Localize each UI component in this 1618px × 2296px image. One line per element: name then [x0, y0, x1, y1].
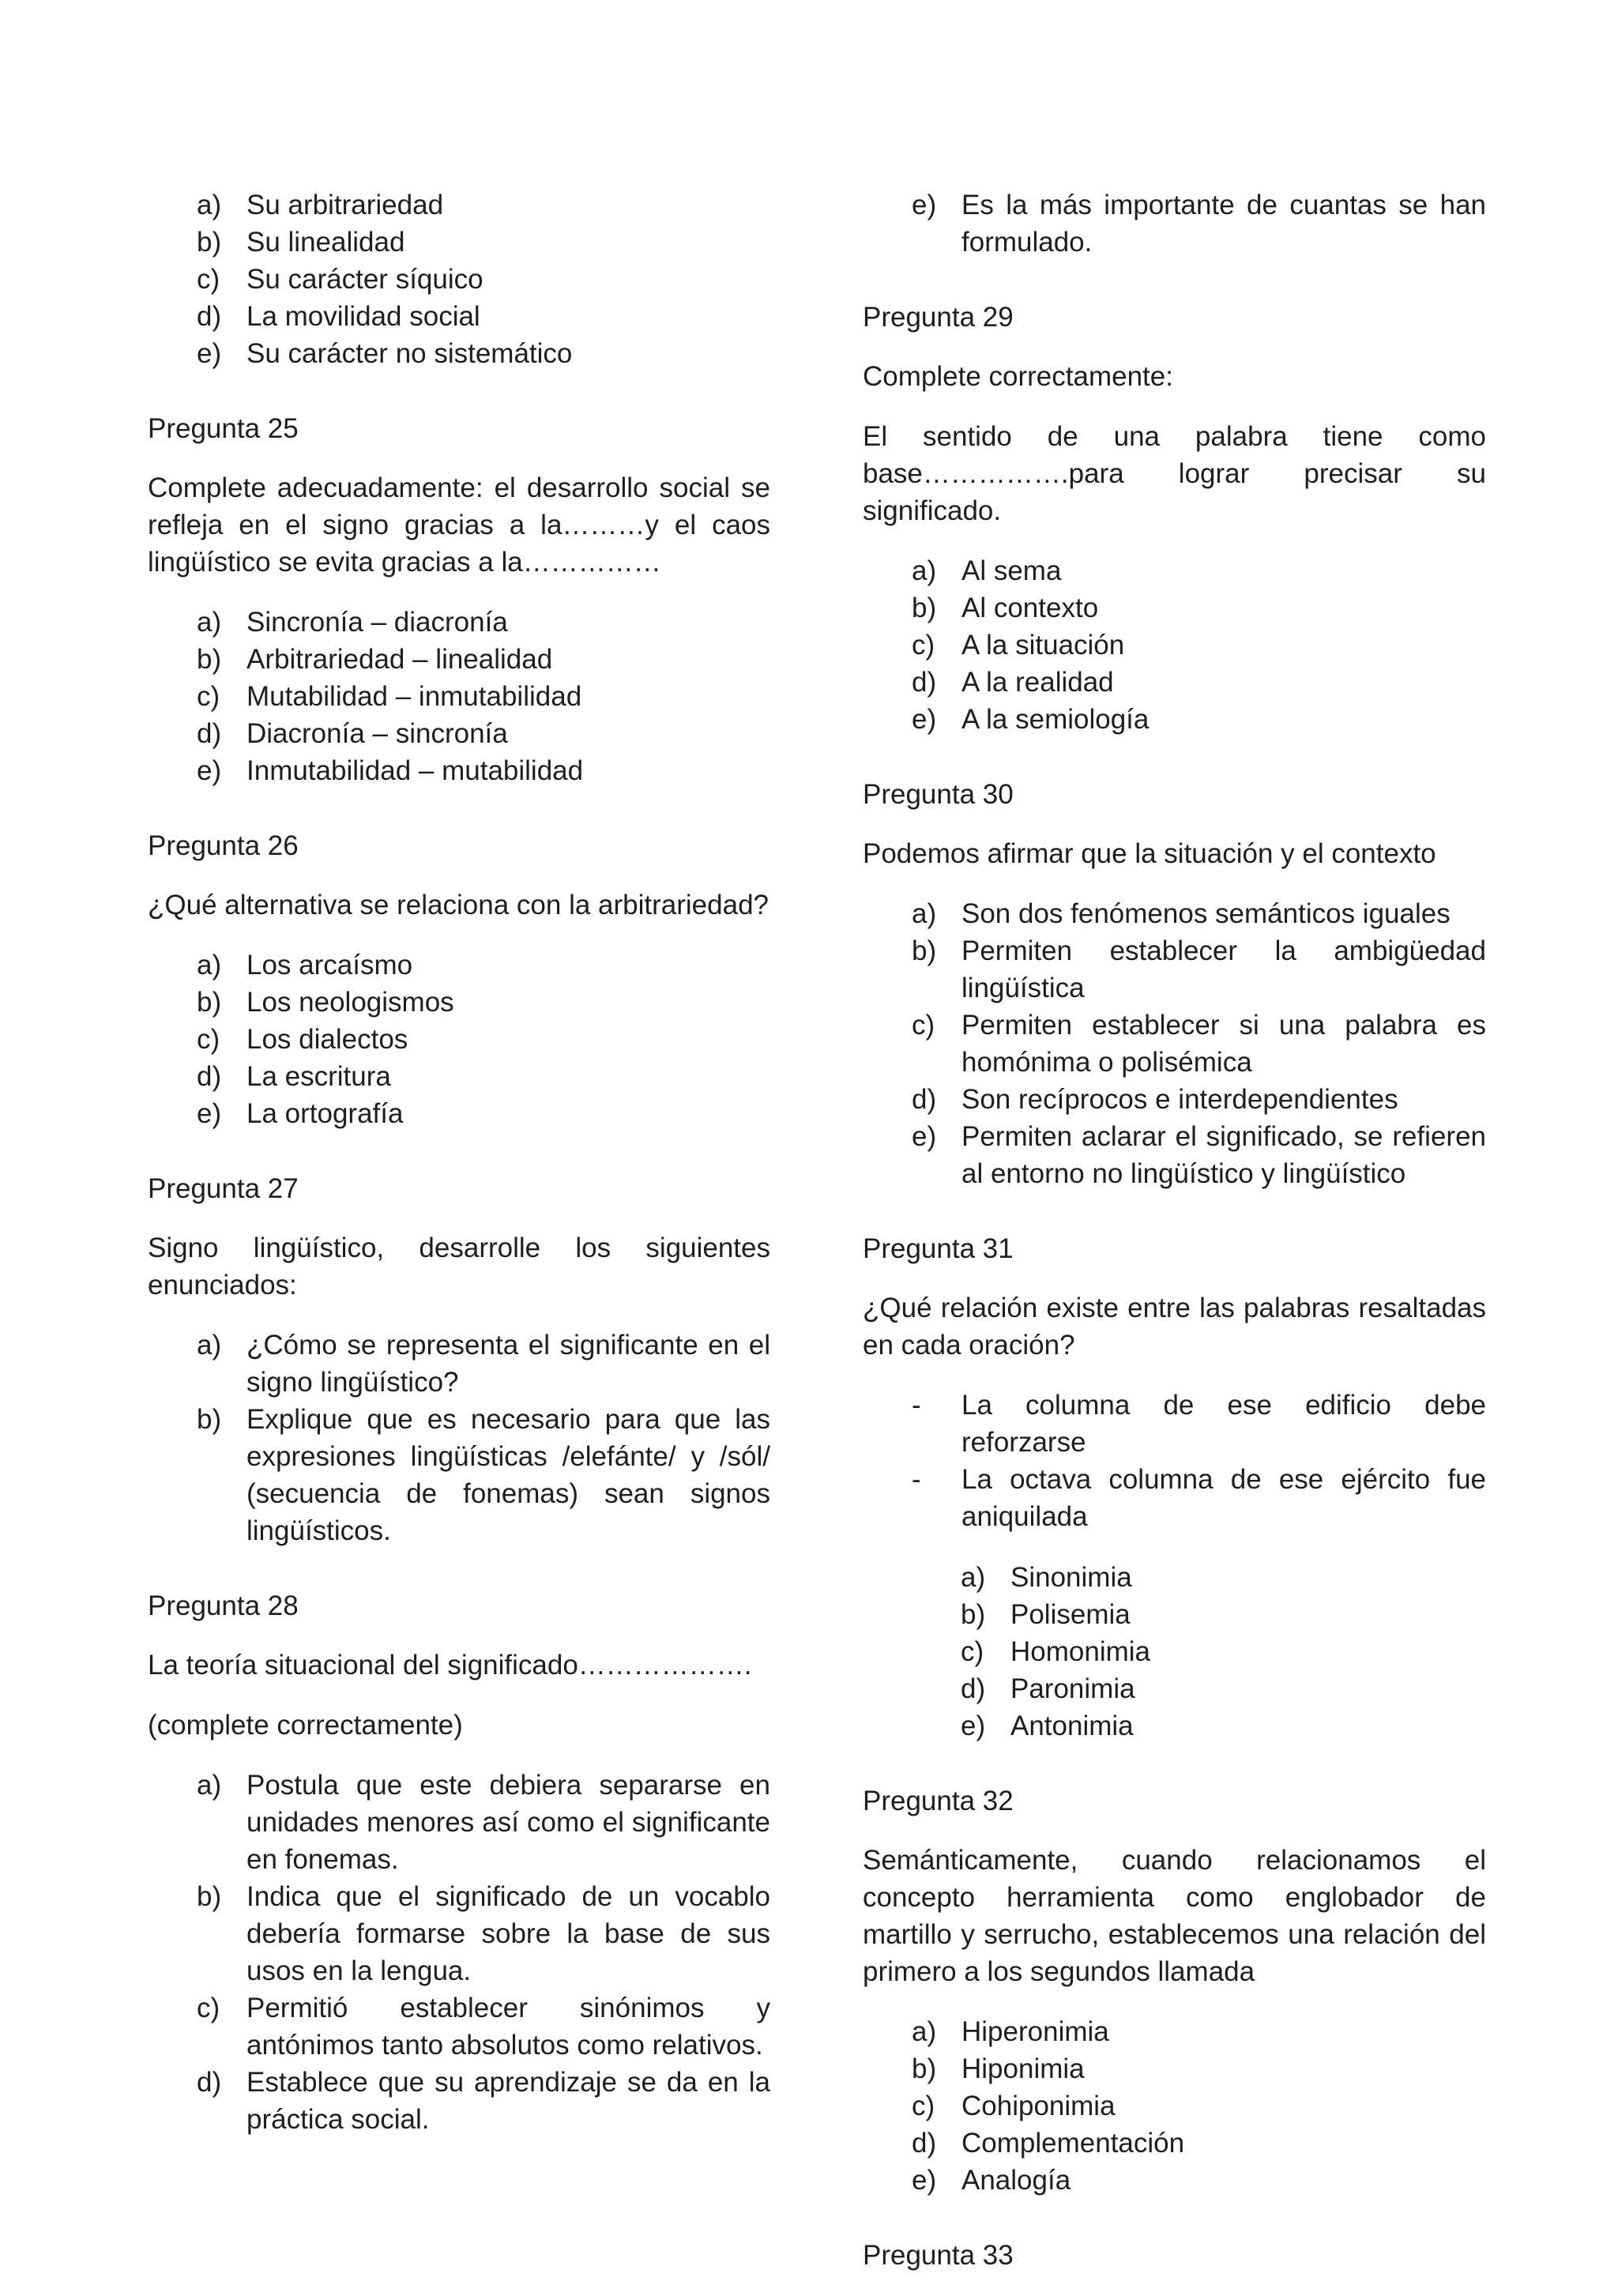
option-text: Antonimia — [1010, 1711, 1134, 1741]
option-text: ¿Cómo se representa el significante en el signo lingüístico? — [246, 1330, 770, 1398]
option-item — [148, 641, 770, 678]
question-24-options — [148, 186, 770, 372]
option-label: a) — [912, 898, 937, 929]
option-text: Permitió establecer sinónimos y antónimos tanto absolutos como relativos. — [246, 1993, 770, 2061]
option-item — [148, 1878, 770, 1989]
option-item — [863, 1559, 1486, 1596]
option-text: Permiten establecer la ambigüedad lingüística — [961, 935, 1486, 1003]
option-item — [148, 1767, 770, 1878]
option-text: La movilidad social — [246, 301, 480, 332]
option-text: Sincronía – diacronía — [246, 607, 508, 638]
option-item — [148, 261, 770, 298]
option-label: e) — [912, 190, 937, 220]
option-label: b) — [961, 1599, 986, 1630]
question-32-title: Pregunta 32 — [863, 1786, 1014, 1816]
question-29-prompt: Complete correctamente: — [863, 361, 1173, 392]
option-text: Arbitrariedad – linealidad — [246, 644, 553, 675]
option-label: b) — [197, 227, 222, 258]
question-27-options — [148, 1327, 770, 1549]
option-text: Su arbitrariedad — [246, 190, 444, 220]
option-label: e) — [912, 2165, 937, 2196]
question-29-statement: El sentido de una palabra tiene como base…………….para lograr precisar su significado. — [863, 421, 1486, 526]
option-item — [863, 552, 1486, 589]
option-item — [863, 701, 1486, 738]
left-column — [148, 186, 770, 2138]
question-25-options — [148, 604, 770, 789]
option-label: d) — [912, 667, 937, 698]
option-item — [148, 186, 770, 224]
option-label: a) — [912, 555, 937, 586]
option-text: Su carácter síquico — [246, 264, 484, 295]
option-item — [863, 2087, 1486, 2125]
option-item — [148, 298, 770, 335]
option-item — [863, 1633, 1486, 1670]
option-item — [148, 678, 770, 715]
option-item — [863, 895, 1486, 932]
option-item — [148, 335, 770, 372]
option-text: Paronimia — [1010, 1673, 1135, 1704]
option-item — [863, 2162, 1486, 2199]
option-text: A la semiología — [961, 704, 1150, 735]
question-30-title: Pregunta 30 — [863, 779, 1014, 810]
option-item — [148, 752, 770, 789]
option-item — [863, 1596, 1486, 1633]
question-28-option-e — [863, 186, 1486, 261]
option-item — [863, 1461, 1486, 1535]
option-item — [863, 932, 1486, 1007]
option-text: Al sema — [961, 555, 1062, 586]
option-item — [863, 1707, 1486, 1745]
option-label: d) — [912, 1084, 937, 1115]
option-text: Postula que este debiera separarse en unidades menores así como el significante en fonemas. — [246, 1770, 770, 1875]
question-30-prompt: Podemos afirmar que la situación y el contexto — [863, 838, 1436, 869]
option-label: b) — [912, 935, 937, 966]
question-25-title: Pregunta 25 — [148, 413, 299, 444]
option-item — [863, 1387, 1486, 1461]
option-item — [148, 947, 770, 984]
option-label: a) — [197, 1770, 222, 1801]
question-33-title: Pregunta 33 — [863, 2240, 1014, 2271]
option-label: a) — [197, 190, 222, 220]
option-text: La octava columna de ese ejército fue aniquilada — [961, 1464, 1486, 1532]
question-26-title: Pregunta 26 — [148, 830, 299, 861]
option-label: e) — [912, 1121, 937, 1152]
question-28-options — [148, 1767, 770, 2138]
option-text: Hiperonimia — [961, 2016, 1109, 2047]
question-29-title: Pregunta 29 — [863, 302, 1014, 333]
option-text: Su linealidad — [246, 227, 405, 258]
option-label: c) — [197, 681, 220, 712]
option-text: Es la más importante de cuantas se han formulado. — [961, 190, 1486, 258]
question-27-prompt: Signo lingüístico, desarrolle los siguientes enunciados: — [148, 1233, 770, 1300]
option-text: Permiten aclarar el significado, se refieren al entorno no lingüístico y lingüístico — [961, 1121, 1486, 1189]
option-text: Indica que el significado de un vocablo debería formarse sobre la base de sus usos en la lengua. — [246, 1881, 770, 1986]
option-text: Homonimia — [1010, 1636, 1150, 1667]
option-text: La ortografía — [246, 1098, 404, 1129]
option-item — [863, 1007, 1486, 1081]
option-label: b) — [197, 644, 222, 675]
option-text: Cohiponimia — [961, 2091, 1116, 2121]
option-label: c) — [912, 1010, 935, 1041]
question-31-prompt: ¿Qué relación existe entre las palabras resaltadas en cada oración? — [863, 1293, 1486, 1361]
question-32-options — [863, 2013, 1486, 2199]
question-26-options — [148, 947, 770, 1132]
option-text: La columna de ese edificio debe reforzarse — [961, 1390, 1486, 1458]
option-text: Son dos fenómenos semánticos iguales — [961, 898, 1451, 929]
option-item — [148, 1095, 770, 1132]
option-text: Diacronía – sincronía — [246, 718, 508, 749]
option-item — [863, 664, 1486, 701]
option-text: Analogía — [961, 2165, 1071, 2196]
option-text: Polisemia — [1010, 1599, 1131, 1630]
option-text: Permiten establecer si una palabra es homónima o polisémica — [961, 1010, 1486, 1078]
option-item — [148, 984, 770, 1021]
option-item — [148, 224, 770, 261]
option-text: Al contexto — [961, 593, 1099, 623]
option-text: Los arcaísmo — [246, 950, 413, 981]
option-label: e) — [197, 755, 222, 786]
question-31-sentences — [863, 1387, 1486, 1535]
option-item — [148, 2064, 770, 2138]
option-item — [148, 1021, 770, 1058]
option-text: Los neologismos — [246, 987, 454, 1018]
option-item — [148, 1058, 770, 1095]
option-label: c) — [912, 2091, 935, 2121]
option-item — [863, 2013, 1486, 2050]
question-31-title: Pregunta 31 — [863, 1233, 1014, 1264]
option-label: e) — [197, 338, 222, 369]
option-item — [863, 2125, 1486, 2162]
option-text: Establece que su aprendizaje se da en la práctica social. — [246, 2067, 770, 2135]
option-label: b) — [912, 2053, 937, 2084]
question-31-options — [863, 1559, 1486, 1745]
option-label: - — [912, 1390, 921, 1421]
question-26-prompt: ¿Qué alternativa se relaciona con la arbitrariedad? — [148, 890, 769, 920]
question-29-options — [863, 552, 1486, 738]
option-text: Los dialectos — [246, 1024, 408, 1055]
option-label: a) — [961, 1562, 986, 1593]
option-text: Complementación — [961, 2128, 1185, 2159]
option-item — [148, 1327, 770, 1401]
option-label: a) — [197, 607, 222, 638]
question-28-note: (complete correctamente) — [148, 1710, 463, 1741]
option-label: b) — [197, 987, 222, 1018]
option-label: a) — [197, 1330, 222, 1361]
question-25-prompt: Complete adecuadamente: el desarrollo social se refleja en el signo gracias a la………y el caos lingüístico se evita gracias a la…………… — [148, 472, 770, 578]
option-text: Inmutabilidad – mutabilidad — [246, 755, 584, 786]
option-label: d) — [197, 2067, 222, 2098]
option-label: e) — [912, 704, 937, 735]
option-text: Su carácter no sistemático — [246, 338, 573, 369]
option-item — [148, 604, 770, 641]
option-label: c) — [912, 630, 935, 661]
option-text: A la situación — [961, 630, 1125, 661]
option-label: c) — [197, 1024, 220, 1055]
question-27-title: Pregunta 27 — [148, 1173, 299, 1204]
option-label: a) — [912, 2016, 937, 2047]
option-label: d) — [197, 1061, 222, 1092]
option-text: A la realidad — [961, 667, 1114, 698]
option-item — [148, 1989, 770, 2064]
option-item — [863, 589, 1486, 627]
option-text: Son recíprocos e interdependientes — [961, 1084, 1398, 1115]
right-column — [863, 186, 1486, 2296]
option-item — [863, 1081, 1486, 1118]
option-item — [863, 1118, 1486, 1192]
option-item — [148, 1401, 770, 1549]
option-label: c) — [961, 1636, 984, 1667]
option-label: e) — [961, 1711, 986, 1741]
option-label: e) — [197, 1098, 222, 1129]
option-label: b) — [197, 1881, 222, 1912]
question-32-prompt: Semánticamente, cuando relacionamos el concepto herramienta como englobador de martillo y serrucho, establecemos una relación del primero a los segundos llamada — [863, 1845, 1486, 1987]
option-text: Hiponimia — [961, 2053, 1085, 2084]
option-item — [863, 1670, 1486, 1707]
option-text: Mutabilidad – inmutabilidad — [246, 681, 582, 712]
option-label: d) — [197, 718, 222, 749]
option-label: b) — [912, 593, 937, 623]
option-label: - — [912, 1464, 921, 1495]
option-label: d) — [912, 2128, 937, 2159]
option-text: Sinonimia — [1010, 1562, 1132, 1593]
option-label: d) — [197, 301, 222, 332]
option-label: c) — [197, 264, 220, 295]
option-item — [863, 186, 1486, 261]
option-label: b) — [197, 1404, 222, 1435]
question-28-prompt: La teoría situacional del significado………………. — [148, 1650, 752, 1681]
option-item — [148, 715, 770, 752]
option-item — [863, 2050, 1486, 2087]
option-label: c) — [197, 1993, 220, 2023]
option-label: d) — [961, 1673, 986, 1704]
option-label: a) — [197, 950, 222, 981]
question-30-options — [863, 895, 1486, 1192]
option-text: Explique que es necesario para que las expresiones lingüísticas /elefánte/ y /sól/ (secuencia de fonemas) sean signos lingüísticos. — [246, 1404, 770, 1546]
question-28-title: Pregunta 28 — [148, 1590, 299, 1621]
option-item — [863, 627, 1486, 664]
option-text: La escritura — [246, 1061, 391, 1092]
